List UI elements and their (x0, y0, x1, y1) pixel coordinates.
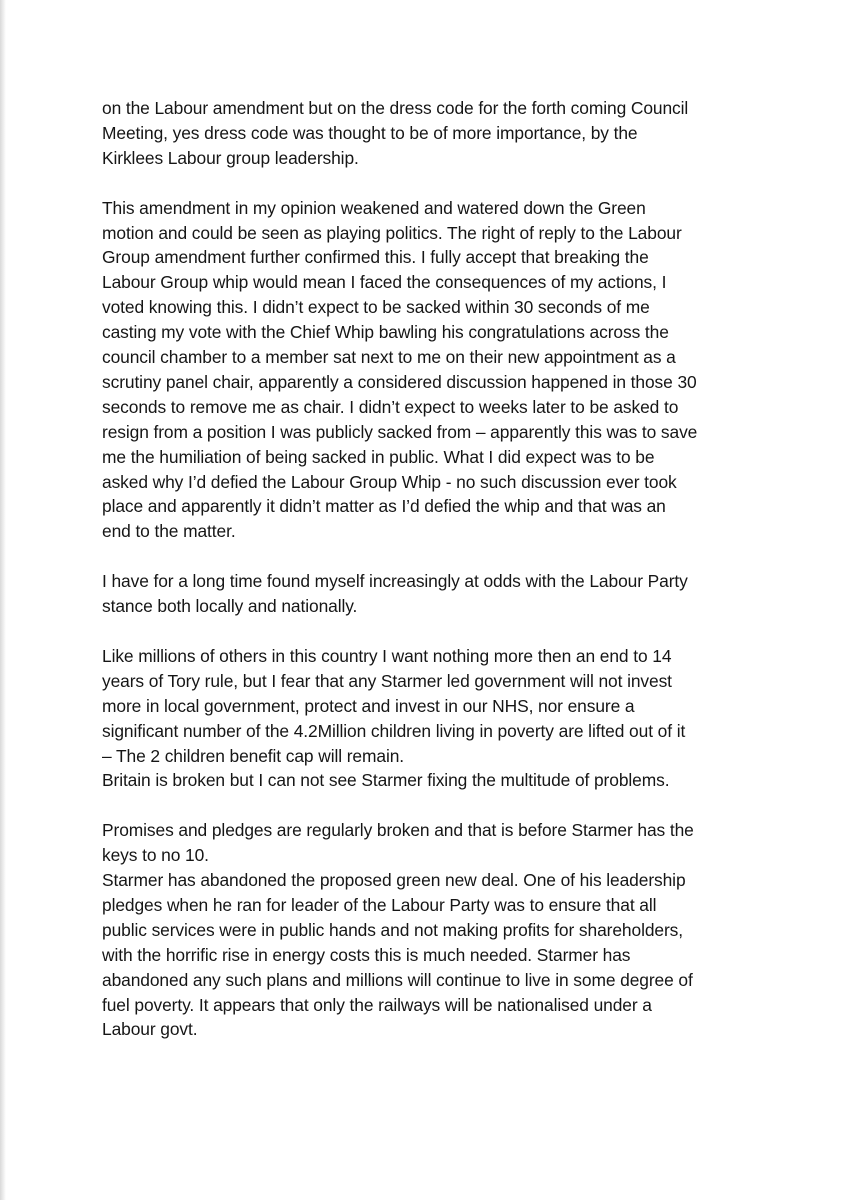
text-line: resign from a position I was publicly sacked from – apparently this was to save (102, 421, 698, 442)
text-line: council chamber to a member sat next to me on their new appointment as a (102, 347, 676, 368)
text-line: Like millions of others in this country I want nothing more then an end to 14 (102, 645, 672, 666)
text-line: more in local government, protect and invest in our NHS, nor ensure a (102, 695, 635, 716)
text-line: significant number of the 4.2Million children living in poverty are lifted out of it (102, 720, 686, 741)
text-line: me the humiliation of being sacked in public. What I did expect was to be (102, 446, 655, 467)
text-line: Meeting, yes dress code was thought to be of more importance, by the (102, 122, 638, 143)
text-line: public services were in public hands and not making profits for shareholders, (102, 919, 683, 940)
paragraph-tory-rule (102, 644, 792, 793)
text-line: seconds to remove me as chair. I didn’t expect to weeks later to be asked to (102, 396, 679, 417)
text-line: fuel poverty. It appears that only the railways will be nationalised under a (102, 994, 652, 1015)
text-line: Starmer has abandoned the proposed green new deal. One of his leadership (102, 870, 686, 891)
text-line: end to the matter. (102, 521, 236, 542)
text-line: stance both locally and nationally. (102, 596, 358, 617)
text-line: place and apparently it didn’t matter as I’d defied the whip and that was an (102, 496, 666, 517)
text-line: I have for a long time found myself increasingly at odds with the Labour Party (102, 571, 688, 592)
text-line: This amendment in my opinion weakened and watered down the Green (102, 197, 646, 218)
paragraph-odds-with-party (102, 569, 792, 619)
text-line: with the horrific rise in energy costs this is much needed. Starmer has (102, 944, 631, 965)
text-line: scrutiny panel chair, apparently a considered discussion happened in those 30 (102, 371, 697, 392)
paragraph-broken-pledges (102, 818, 792, 1042)
text-line: Group amendment further confirmed this. I fully accept that breaking the (102, 247, 649, 268)
text-line: Kirklees Labour group leadership. (102, 147, 359, 168)
text-line: pledges when he ran for leader of the Labour Party was to ensure that all (102, 894, 657, 915)
text-line: Labour govt. (102, 1019, 198, 1040)
text-line: Labour Group whip would mean I faced the consequences of my actions, I (102, 272, 667, 293)
document-body (102, 96, 792, 1067)
text-line: casting my vote with the Chief Whip bawling his congratulations across the (102, 322, 669, 343)
text-line: years of Tory rule, but I fear that any Starmer led government will not invest (102, 670, 672, 691)
text-line: on the Labour amendment but on the dress code for the forth coming Council (102, 98, 689, 118)
text-line: motion and could be seen as playing politics. The right of reply to the Labour (102, 222, 682, 243)
text-line: keys to no 10. (102, 845, 209, 866)
text-line: asked why I’d defied the Labour Group Whip - no such discussion ever took (102, 471, 677, 492)
text-line: – The 2 children benefit cap will remain. (102, 745, 405, 766)
paragraph-amendment (102, 196, 792, 545)
paragraph-dress-code (102, 96, 792, 171)
text-line: voted knowing this. I didn’t expect to be sacked within 30 seconds of me (102, 297, 650, 318)
text-line: Promises and pledges are regularly broken and that is before Starmer has the (102, 820, 694, 841)
text-line: Britain is broken but I can not see Starmer fixing the multitude of problems. (102, 770, 670, 791)
text-line: abandoned any such plans and millions will continue to live in some degree of (102, 969, 693, 990)
